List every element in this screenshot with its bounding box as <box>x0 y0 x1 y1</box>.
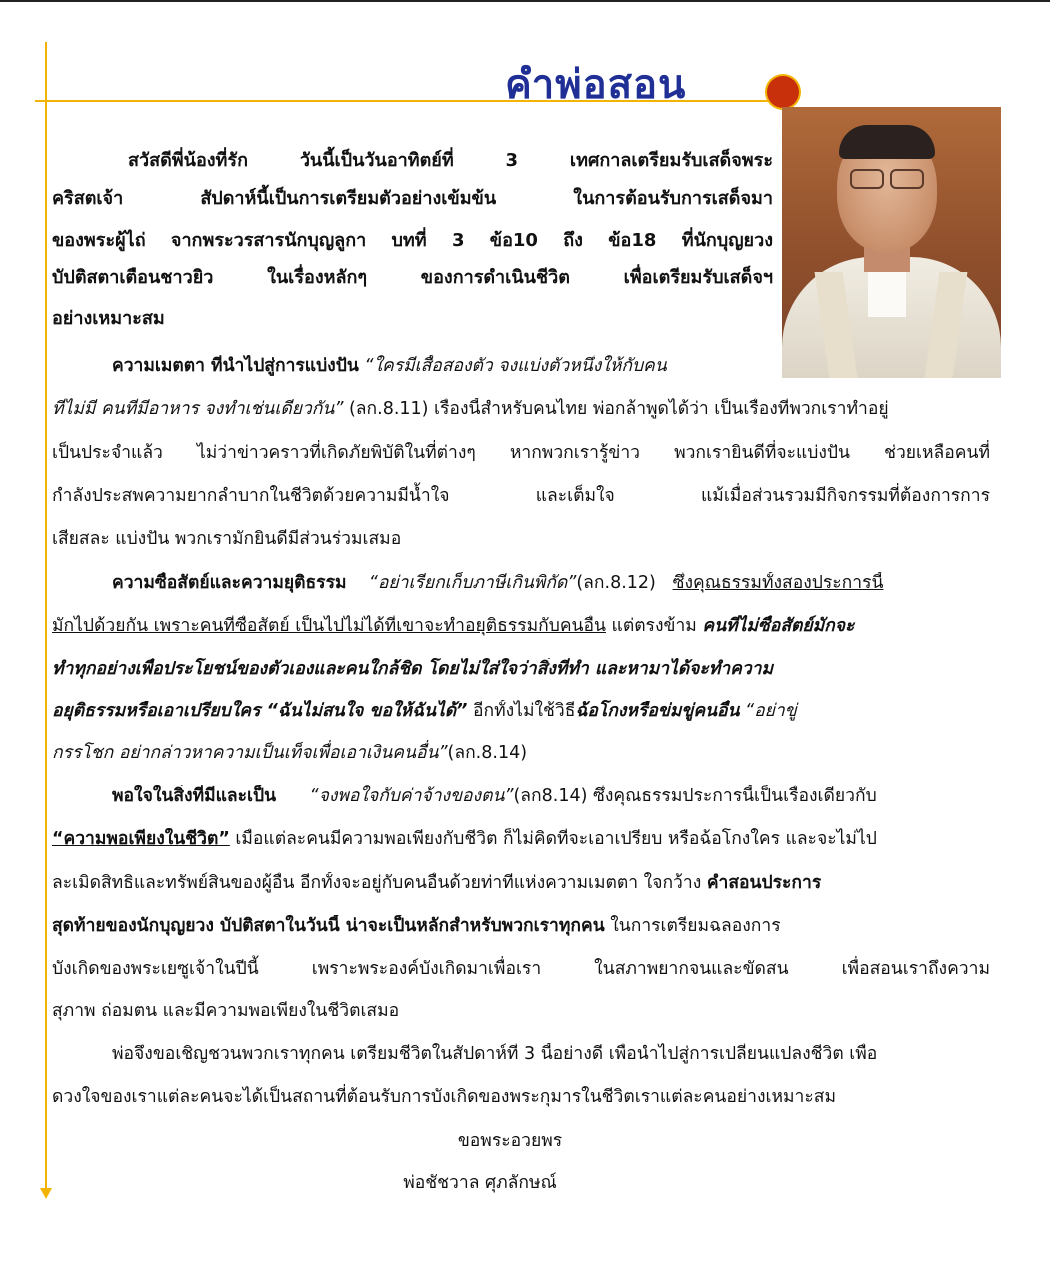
emphasis-text: สุดท้ายของนักบุญยวง บัปติสตาในวันนี้ น่าจะเป็นหลักสำหรับพวกเราทุกคน <box>52 916 605 936</box>
intro-line: สวัสดีพี่น้องที่รัก วันนี้เป็นวันอาทิตย์ที่ 3 เทศกาลเตรียมรับเสด็จพระ <box>128 150 773 171</box>
priest-photo <box>782 107 1001 378</box>
quote-text: “ใครมีเสื้อสองตัว จงแบ่งตัวหนึ่งให้กับคน <box>364 356 667 376</box>
quote-text: กรรโชก อย่ากล่าวหาความเป็นเท็จเพื่อเอาเงินคนอื่น” <box>52 743 448 763</box>
body-text: แต่ตรงข้าม <box>605 616 703 636</box>
reference-text: (ลก.8.12) <box>576 573 656 593</box>
text-line <box>52 615 990 637</box>
heading-compassion: ความเมตตา ที่นำไปสู่การแบ่งปัน <box>112 356 359 376</box>
quote-text: ที่ไม่มี คนที่มีอาหาร จงทำเช่นเดียวกัน” <box>52 399 344 419</box>
text-line: บังเกิดของพระเยซูเจ้าในปีนี้ เพราะพระองค์บังเกิดมาเพื่อเรา ในสภาพยากจนและขัดสน เพื่อสอนเราถึงความ <box>52 959 990 979</box>
text-line <box>112 355 777 377</box>
text-line <box>52 828 990 850</box>
signature-name: พ่อชัชวาล ศุภลักษณ์ <box>403 1173 557 1193</box>
text-line <box>52 915 990 937</box>
emphasis-text: คำสอนประการ <box>706 873 822 893</box>
text-line <box>52 398 990 420</box>
quote-text: “จงพอใจกับค่าจ้างของตน” <box>309 786 514 806</box>
body-text: อีกทั้งไม่ใช้วิธี <box>467 701 576 721</box>
intro-line: คริสตเจ้า สัปดาห์นี้เป็นการเตรียมตัวอย่างเข้มข้น ในการต้อนรับการเสด็จมา <box>52 188 773 209</box>
text-line: สุภาพ ถ่อมตน และมีความพอเพียงในชีวิตเสมอ <box>52 1001 400 1021</box>
body-text: ละเมิดสิทธิและทรัพย์สินของผู้อื่น อีกทั้งจะอยู่กับคนอื่นด้วยท่าทีแห่งความเมตตา ใจกว้าง <box>52 873 707 893</box>
text-line: ดวงใจของเราแต่ละคนจะได้เป็นสถานที่ต้อนรับการบังเกิดของพระกุมารในชีวิตเราแต่ละคนอย่างเหมาะสม <box>52 1087 836 1107</box>
intro-line: ของพระผู้ไถ่ จากพระวรสารนักบุญลูกา บทที่ 3 ข้อ10 ถึง ข้อ18 ที่นักบุญยวง <box>52 230 773 251</box>
heading-contentment: พอใจในสิ่งที่มีและเป็น <box>112 786 277 806</box>
quote-text: “อย่าเรียกเก็บภาษีเกินพิกัด” <box>368 573 577 593</box>
emphasis-text: อยุติธรรมหรือเอาเปรียบใคร “ฉันไม่สนใจ ขอให้ฉันได้” <box>52 701 468 721</box>
emphasis-text: คนที่ไม่ซื่อสัตย์มักจะ <box>702 616 855 636</box>
quote-text: “อย่าขู่ <box>739 701 797 721</box>
reference-text: (ลก.8.14) <box>447 743 528 763</box>
red-dot-icon <box>767 76 799 108</box>
text-line: เป็นประจำแล้ว ไม่ว่าข่าวคราวที่เกิดภัยพิบัติในที่ต่างๆ หากพวกเรารู้ข่าว พวกเรายินดีที่จะแบ่งปัน ช่วยเหลือคนที่ <box>52 443 990 463</box>
text-line: เสียสละ แบ่งปัน พวกเรามักยินดีมีส่วนร่วมเสมอ <box>52 529 402 549</box>
page-title: คำพ่อสอน <box>505 61 687 108</box>
text-line: พ่อจึงขอเชิญชวนพวกเราทุกคน เตรียมชีวิตในสัปดาห์ที่ 3 นี้อย่างดี เพื่อนำไปสู่การเปลี่ยนแปลงชีวิต เพื่อ <box>112 1044 878 1064</box>
vertical-accent-line <box>45 42 47 1190</box>
intro-line: อย่างเหมาะสม <box>52 308 165 329</box>
text-line <box>52 700 990 722</box>
text-line <box>52 872 990 894</box>
blessing-text: ขอพระอวยพร <box>457 1131 563 1151</box>
underlined-text: มักไปด้วยกัน เพราะคนที่ซื่อสัตย์ เป็นไปไม่ได้ที่เขาจะทำอยุติธรรมกับคนอื่น <box>52 616 606 636</box>
text-line <box>112 572 990 594</box>
text-line: กำลังประสพความยากลำบากในชีวิตด้วยความมีน้ำใจ และเต็มใจ แม้เมื่อส่วนรวมมีกิจกรรมที่ต้องการการ <box>52 486 990 506</box>
text-line <box>52 742 527 764</box>
body-text: เมื่อแต่ละคนมีความพอเพียงกับชีวิต ก็ไม่คิดที่จะเอาเปรียบ หรือฉ้อโกงใคร และจะไม่ไป <box>229 829 877 849</box>
body-text: (ลก8.14) ซึ่งคุณธรรมประการนี้เป็นเรื่องเดียวกับ <box>513 786 877 806</box>
underlined-text: ซึ่งคุณธรรมทั้งสองประการนี้ <box>672 573 884 593</box>
emphasis-text: ฉ้อโกงหรือข่มขู่คนอื่น <box>575 701 740 721</box>
text-line: ทำทุกอย่างเพื่อประโยชน์ของตัวเองและคนใกล้ชิด โดยไม่ใส่ใจว่าสิ่งที่ทำ และหามาได้จะทำความ <box>52 659 774 679</box>
down-arrow-icon <box>40 1188 52 1199</box>
body-text: ในการเตรียมฉลองการ <box>604 916 781 936</box>
emphasis-underlined-text: “ความพอเพียงในชีวิต” <box>52 829 230 849</box>
top-border <box>0 0 1050 2</box>
intro-line: บัปติสตาเตือนชาวยิว ในเรื่องหลักๆ ของการดำเนินชีวิต เพื่อเตรียมรับเสด็จฯ <box>52 267 773 288</box>
body-text: (ลก.8.11) เรื่องนี้สำหรับคนไทย พ่อกล้าพูดได้ว่า เป็นเรื่องที่พวกเราทำอยู่ <box>343 399 889 419</box>
text-line <box>112 785 990 807</box>
heading-honesty: ความซื่อสัตย์และความยุติธรรม <box>112 573 347 593</box>
